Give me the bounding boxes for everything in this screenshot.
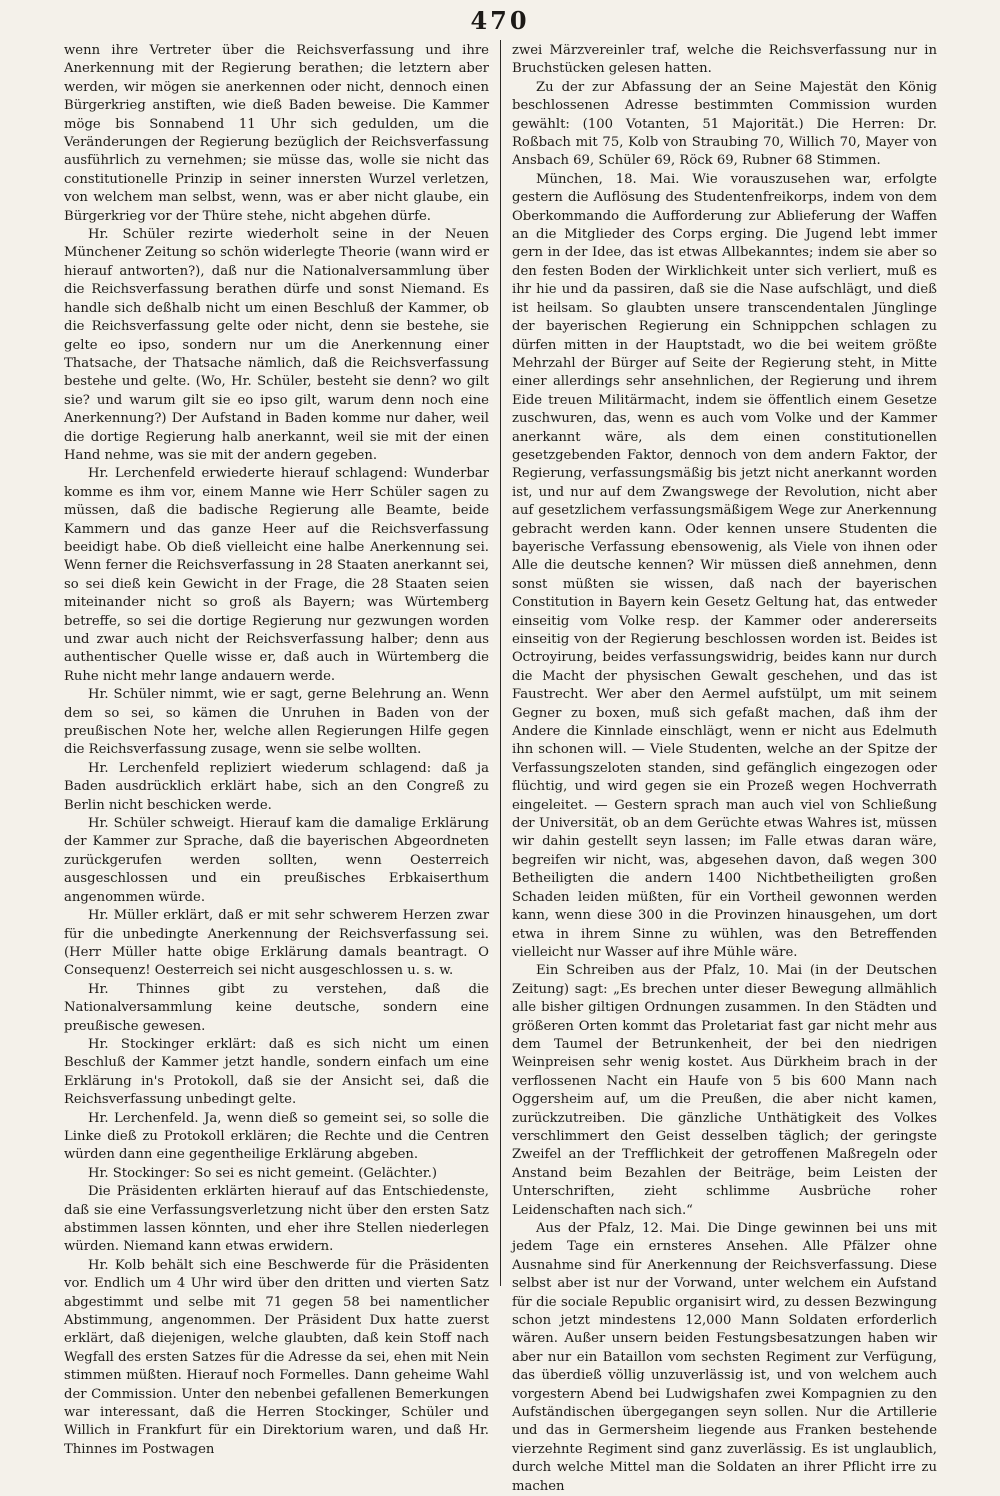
right-column [512, 42, 937, 1494]
paragraph: wenn ihre Vertreter über die Reichsverfassung und ihre Anerkennung mit der Regierung berathen; die letztern aber werden, wir mögen sie anerkennen oder nicht, dennoch einen Bürgerkrieg anstiften, wie dieß Baden beweise. Die Kammer möge bis Sonnabend 11 Uhr sich gedulden, um die Veränderungen der Regierung bezüglich der Reichsverfassung ausführlich zu vernehmen; sie müsse das, wolle sie nicht das constitutionelle Prinzip in seiner innersten Wurzel verletzen, von welchem man selbst, wenn, was er aber nicht glaube, ein Bürgerkrieg vor der Thüre stehe, nicht abgehen dürfe. [64, 43, 489, 224]
left-column [64, 42, 489, 1457]
paragraph: Hr. Lerchenfeld. Ja, wenn dieß so gemeint sei, so solle die Linke dieß zu Protokoll erklären; die Rechte und die Centren würden dann eine gegentheilige Erklärung abgeben. [64, 1110, 489, 1163]
paragraph: Die Präsidenten erklärten hierauf auf das Entschiedenste, daß sie eine Verfassungsverletzung nicht über den ersten Satz abstimmen lassen könnten, und eher ihre Stellen niederlegen würden. Niemand kann etwas erwidern. [64, 1184, 489, 1255]
paragraph: Hr. Lerchenfeld repliziert wiederum schlagend: daß ja Baden ausdrücklich erklärt habe, sich an den Congreß zu Berlin nicht beschicken werde. [64, 760, 489, 813]
paragraph: Hr. Thinnes gibt zu verstehen, daß die Nationalversammlung keine deutsche, sondern eine preußische gewesen. [64, 981, 489, 1034]
paragraph: Ein Schreiben aus der Pfalz, 10. Mai (in der Deutschen Zeitung) sagt: „Es brechen unter dieser Bewegung allmählich alle bisher giltigen Ordnungen zusammen. In den Städten und größeren Orten kommt das Proletariat fast gar nicht mehr aus dem Taumel der Betrunkenheit, der bei den niedrigen Weinpreisen sehr wenig kostet. Aus Dürkheim brach in der verflossenen Nacht ein Haufe von 5 bis 600 Mann nach Oggersheim auf, um die Preußen, die aber nicht kamen, zurückzutreiben. Die gänzliche Unthätigkeit des Volkes verschlimmert den Geist desselben täglich; der geringste Zweifel an der Trefflichkeit der getroffenen Maßregeln oder Anstand beim Bezahlen der Beiträge, beim Leisten der Unterschriften, zieht schlimme Ausbrüche roher Leidenschaften nach sich.“ [512, 963, 937, 1218]
paragraph: Zu der zur Abfassung der an Seine Majestät den König beschlossenen Adresse bestimmten Commission wurden gewählt: (100 Votanten, 51 Majorität.) Die Herren: Dr. Roßbach mit 75, Kolb von Straubing 70, Willich 70, Mayer von Ansbach 69, Schüler 69, Röck 69, Rubner 68 Stimmen. [512, 79, 937, 169]
paragraph: Hr. Kolb behält sich eine Beschwerde für die Präsidenten vor. Endlich um 4 Uhr wird über den dritten und vierten Satz abgestimmt und selbe mit 71 gegen 58 bei namentlicher Abstimmung, angenommen. Der Präsident Dux hatte zuerst erklärt, daß diejenigen, welche glaubten, daß kein Stoff nach Wegfall des ersten Satzes für die Adresse da sei, ehen mit Nein stimmen müßten. Hierauf noch Formelles. Dann geheime Wahl der Commission. Unter den nebenbei gefallenen Bemerkungen war interessant, daß die Herren Stockinger, Schüler und Willich in Frankfurt für ein Direktorium waren, und daß Hr. Thinnes im Postwagen [64, 1257, 489, 1457]
page-number: 470 [470, 6, 530, 35]
paragraph: Hr. Müller erklärt, daß er mit sehr schwerem Herzen zwar für die unbedingte Anerkennung der Reichsverfassung sei. (Herr Müller hatte obige Erklärung damals beantragt. O Consequenz! Oesterreich sei nicht ausgeschlossen u. s. w. [64, 908, 489, 979]
paragraph: Hr. Lerchenfeld erwiederte hierauf schlagend: Wunderbar komme es ihm vor, einem Manne wie Herr Schüler sagen zu müssen, daß die badische Regierung alle Beamte, beide Kammern und das ganze Heer auf die Reichsverfassung beeidigt habe. Ob dieß vielleicht eine halbe Anerkennung sei. Wenn ferner die Reichsverfassung in 28 Staaten anerkannt sei, so sei dieß kein Gewicht in der Frage, die 28 Staaten seien miteinander nicht so groß als Bayern; was Würtemberg betreffe, so sei die dortige Regierung nur gezwungen worden und zwar auch nicht der Reichsverfassung halber; denn aus authentischer Quelle wisse er, daß auch in Würtemberg die Ruhe nicht mehr lange andauern werde. [64, 466, 489, 684]
paragraph: Hr. Stockinger: So sei es nicht gemeint. (Gelächter.) [88, 1165, 437, 1181]
paragraph: Aus der Pfalz, 12. Mai. Die Dinge gewinnen bei uns mit jedem Tage ein ernsteres Ansehen. Alle Pfälzer ohne Ausnahme sind für Anerkennung der Reichsverfassung. Diese selbst aber ist nur der Vorwand, unter welchem ein Aufstand für die sociale Republic organisirt wird, zu dessen Bezwingung schon jetzt mindestens 12,000 Mann Soldaten erforderlich wären. Außer unsern beiden Festungsbesatzungen haben wir aber nur ein Bataillon vom sechsten Regiment zur Verfügung, das überdieß völlig unzuverlässig ist, und von welchem auch vorgestern Abend bei Ludwigshafen zwei Kompagnien zu den Aufständischen übergegangen seyn sollen. Nur die Artillerie und das in Germersheim liegende aus Franken bestehende vierzehnte Regiment sind ganz zuverlässig. Es ist unglaublich, durch welche Mittel man die Soldaten an ihrer Pflicht irre zu machen [512, 1221, 937, 1494]
column-divider [500, 40, 501, 1286]
paragraph: zwei Märzvereinler traf, welche die Reichsverfassung nur in Bruchstücken gelesen hatten. [512, 43, 937, 77]
paragraph: Hr. Schüler rezirte wiederholt seine in der Neuen Münchener Zeitung so schön widerlegte Theorie (wann wird er hierauf antworten?), daß nur die Nationalversammlung über die Reichsverfassung berathen dürfe und sonst Niemand. Es handle sich deßhalb nicht um einen Beschluß der Kammer, ob die Reichsverfassung gelte oder nicht, denn sie bestehe, sie gelte eo ipso, sondern nur um die Anerkennung einer Thatsache, der Thatsache nämlich, daß die Reichsverfassung bestehe und gelte. (Wo, Hr. Schüler, besteht sie denn? wo gilt sie? und warum gilt sie eo ipso gilt, warum denn noch eine Anerkennung?) Der Aufstand in Baden komme nur daher, weil die dortige Regierung halb anerkannt, weil sie mit der einen Hand nehme, was sie mit der andern gegeben. [64, 227, 489, 463]
paragraph: Hr. Schüler nimmt, wie er sagt, gerne Belehrung an. Wenn dem so sei, so kämen die Unruhen in Baden von der preußischen Note her, welche allen Regierungen Hilfe gegen die Reichsverfassung zusage, wenn sie selbe wollten. [64, 687, 489, 758]
paragraph: Hr. Schüler schweigt. Hierauf kam die damalige Erklärung der Kammer zur Sprache, daß die bayerischen Abgeordneten zurückgerufen werden sollten, wenn Oesterreich ausgeschlossen und ein preußisches Erbkaiserthum angenommen würde. [64, 816, 489, 905]
paragraph: Hr. Stockinger erklärt: daß es sich nicht um einen Beschluß der Kammer jetzt handle, sondern einfach um eine Erklärung in's Protokoll, daß sie der Ansicht sei, daß die Reichsverfassung unbedingt gelte. [64, 1036, 489, 1108]
paragraph: München, 18. Mai. Wie vorauszusehen war, erfolgte gestern die Auflösung des Studentenfreikorps, indem von dem Oberkommando die Aufforderung zur Ablieferung der Waffen an die Mitglieder des Corps erging. Die Jugend lebt immer gern in der Idee, das ist etwas Allbekanntes; indem sie aber so den festen Boden der Wirklichkeit unter sich verliert, muß es ihr hie und da passiren, daß sie die Nase aufschlägt, und dieß ist heilsam. So glaubten unsere transcendentalen Jünglinge der bayerischen Regierung ein Schnippchen schlagen zu dürfen mitten in der Hauptstadt, wo die bei weitem größte Mehrzahl der Bürger auf Seite der Regierung steht, in Mitte einer allerdings sehr ansehnlichen, der Regierung und ihrem Eide treuen Militärmacht, indem sie öffentlich einem Gesetze zuschwuren, das, wenn es auch vom Volke und der Kammer anerkannt wäre, als dem einen constitutionellen gesetzgebenden Faktor, dennoch von dem andern Faktor, der Regierung, verfassungsmäßig bis jetzt nicht anerkannt worden ist, und nur auf dem Zwangswege der Revolution, nicht aber auf gesetzlichem verfassungsmäßigem Wege zur Anerkennung gebracht werden kann. Oder kennen unsere Studenten die bayerische Verfassung ebensowenig, als Viele von ihnen oder Alle die deutsche kennen? Wir müssen dieß annehmen, denn sonst müßten sie wissen, daß nach der bayerischen Constitution in Bayern kein Gesetz Geltung hat, das entweder einseitig vom Volke resp. der Kammer oder andererseits einseitig von der Regierung beschlossen worden ist. Beides ist Octroyirung, beides verfassungswidrig, beides kann nur durch die Macht der physischen Gewalt geschehen, und das ist Faustrecht. Wer aber den Aermel aufstülpt, um mit seinem Gegner zu boxen, muß sich gefaßt machen, daß ihm der Andere die Kinnlade einschlägt, wenn er nicht aus Edelmuth ihn schonen will. — Viele Studenten, welche an der Spitze der Verfassungszeloten standen, sind gefänglich eingezogen oder flüchtig, und wird gegen sie ein Prozeß wegen Hochverrath eingeleitet. — Gestern sprach man auch viel von Schließung der Universität, ob an dem Gerüchte etwas Wahres ist, müssen wir dahin gestellt seyn lassen; im Falle etwas daran wäre, begreifen wir nicht, was, abgesehen davon, daß wegen 300 Betheiligten die andern 1400 Nichtbetheiligten großen Schaden leiden müßten, für ein Vortheil gewonnen werden kann, wenn diese 300 in die Provinzen hinausgehen, um dort etwa in ihrem Sinne zu wühlen, was den Betreffenden vielleicht nur Wasser auf ihre Mühle wäre. [512, 171, 937, 960]
